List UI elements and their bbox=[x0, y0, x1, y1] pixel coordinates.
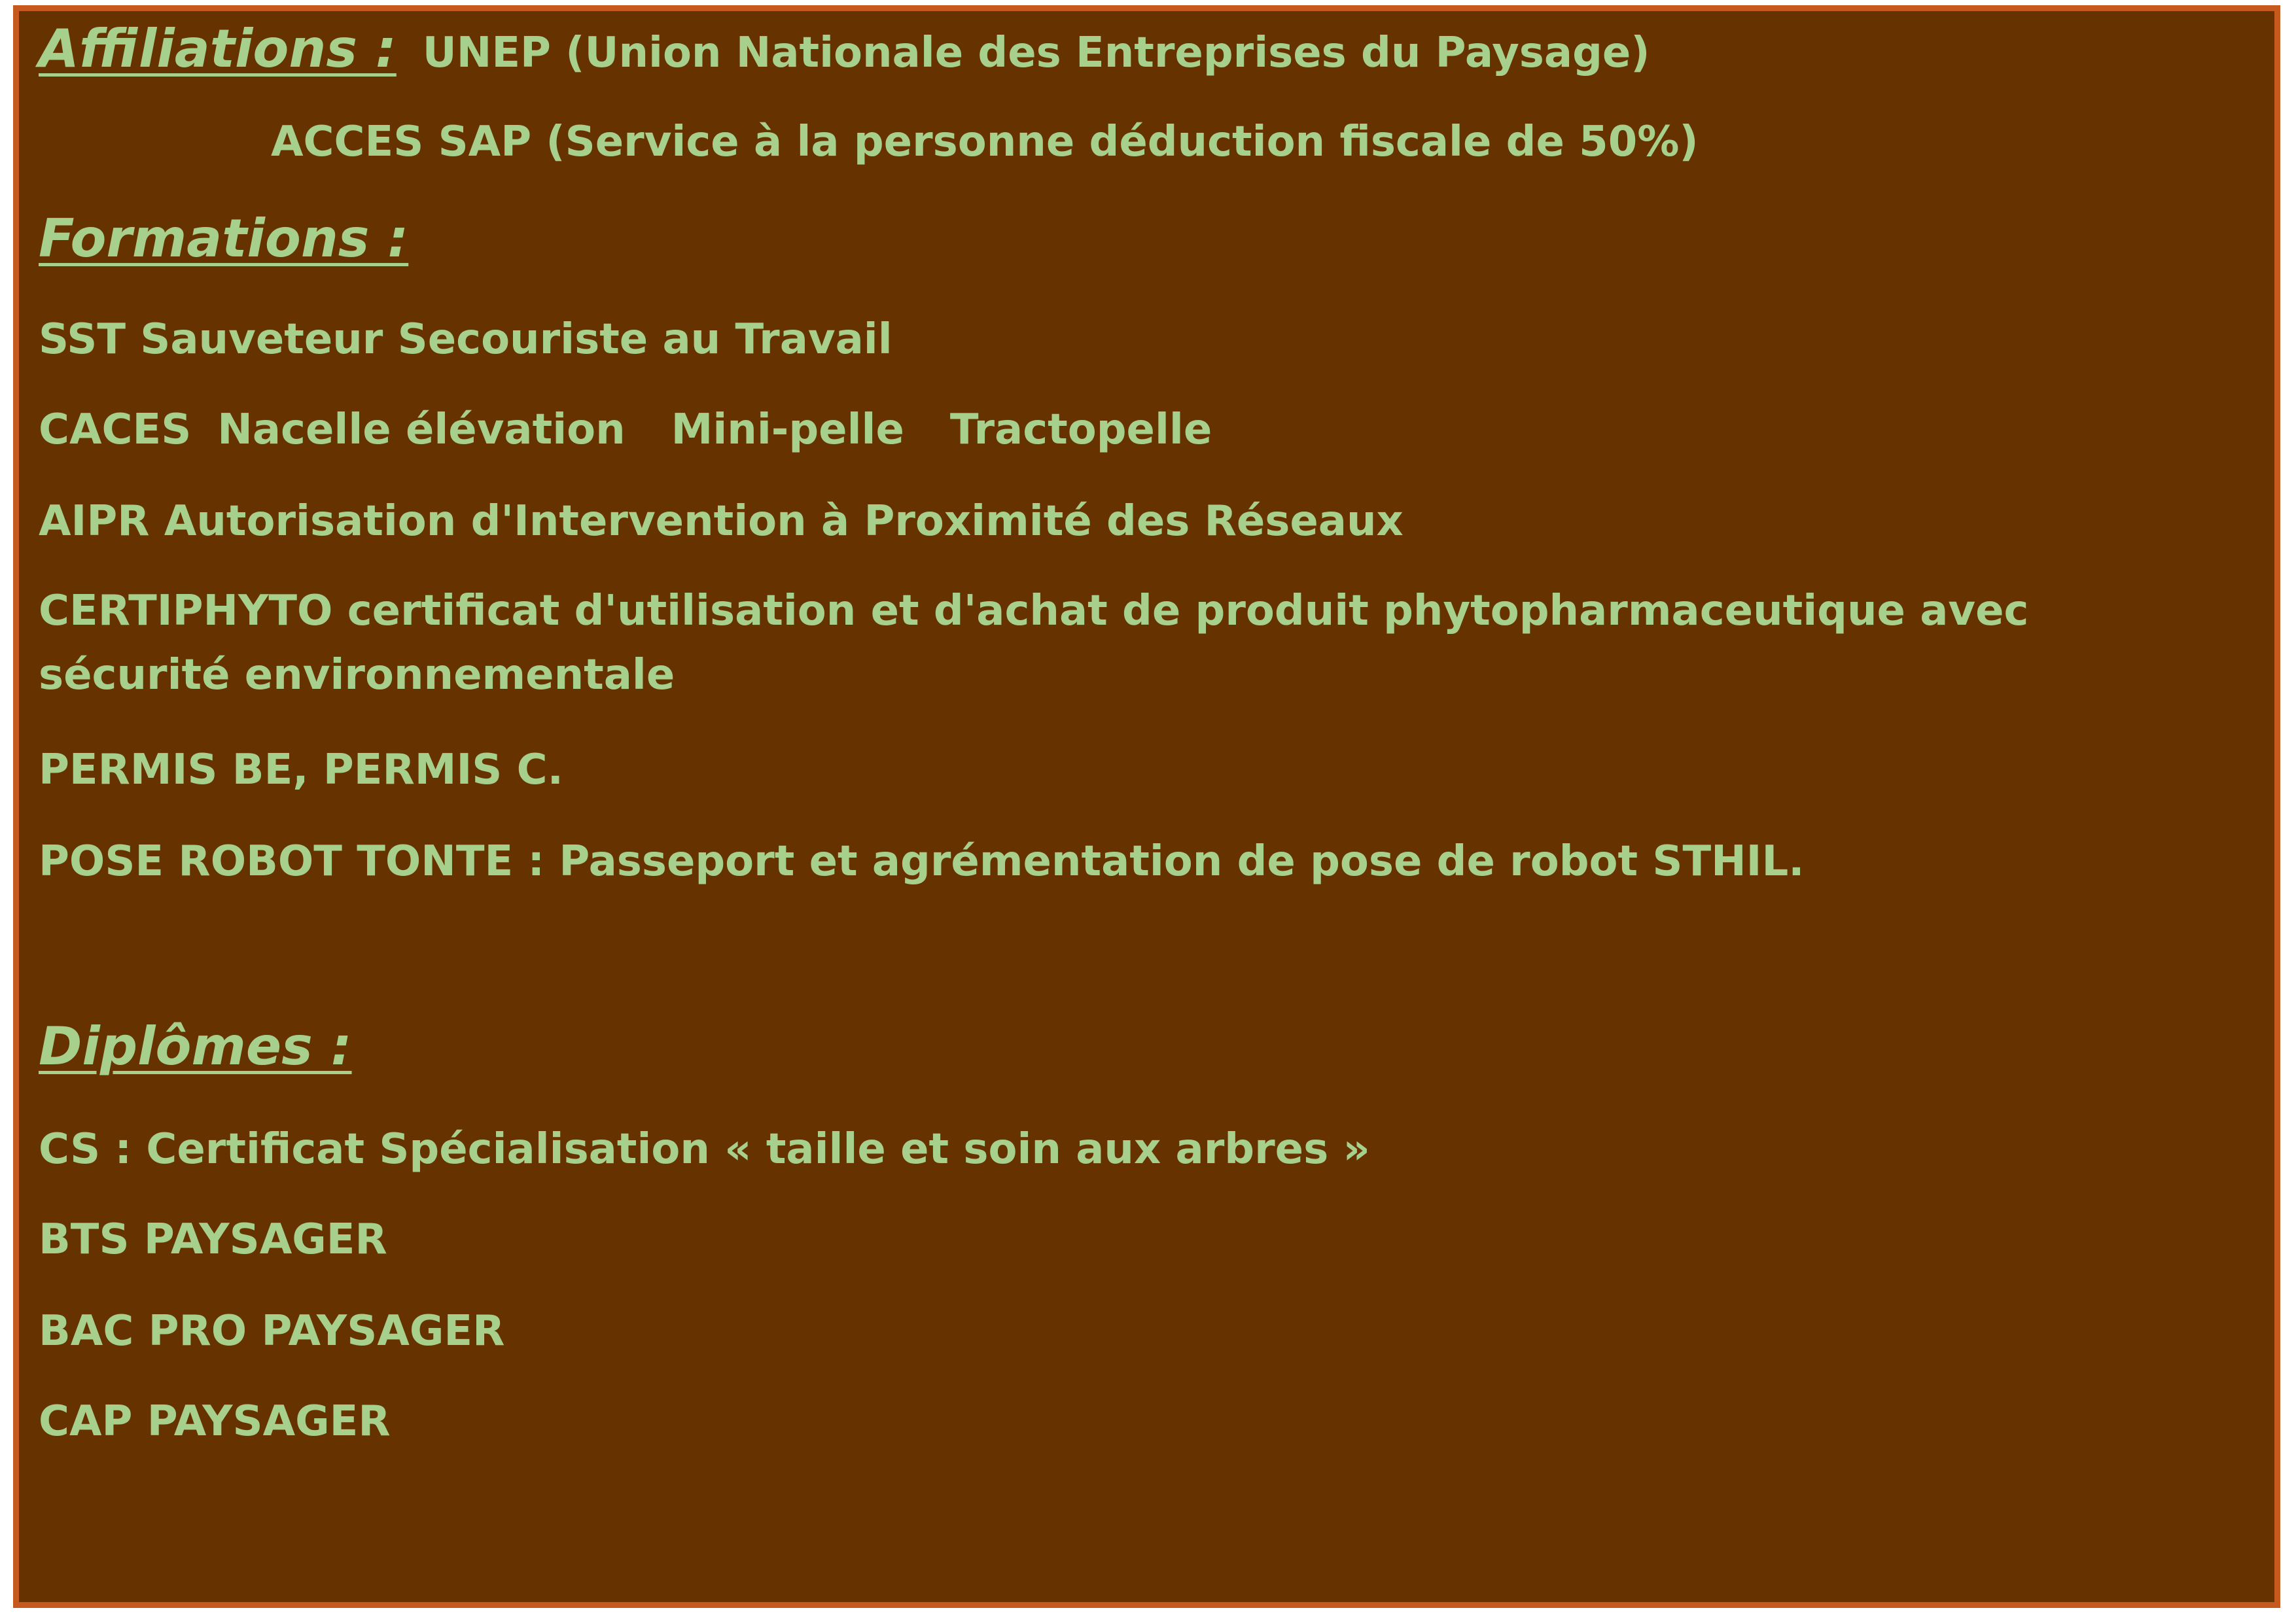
diplome-bts: BTS PAYSAGER bbox=[39, 1215, 387, 1264]
formation-certiphyto: CERTIPHYTO certificat d'utilisation et d'achat de produit phytopharmaceutique avec sécurité environnementale bbox=[39, 587, 2029, 699]
formation-robot: POSE ROBOT TONTE : Passeport et agrémentation de pose de robot STHIL. bbox=[39, 837, 1805, 886]
document-frame bbox=[13, 5, 2280, 1608]
formation-caces bbox=[39, 406, 1212, 454]
caces-item-nacelle: Nacelle élévation bbox=[217, 406, 626, 454]
formation-aipr: AIPR Autorisation d'Intervention à Proximité des Réseaux bbox=[39, 497, 1404, 546]
diplomes-heading: Diplômes : bbox=[39, 1016, 352, 1077]
formation-sst: SST Sauveteur Secouriste au Travail bbox=[39, 315, 892, 364]
affiliation-acces-sap: ACCES SAP (Service à la personne déduction fiscale de 50%) bbox=[271, 118, 1699, 166]
affiliations-row bbox=[39, 18, 1650, 79]
affiliations-heading: Affiliations : bbox=[39, 18, 397, 79]
caces-item-tractopelle: Tractopelle bbox=[949, 406, 1212, 454]
formations-heading: Formations : bbox=[39, 208, 409, 269]
formation-permis: PERMIS BE, PERMIS C. bbox=[39, 746, 563, 794]
caces-label: CACES bbox=[39, 406, 192, 454]
affiliation-unep: UNEP (Union Nationale des Entreprises du Paysage) bbox=[422, 29, 1650, 77]
diplome-cap: CAP PAYSAGER bbox=[39, 1397, 391, 1446]
diplome-cs: CS : Certificat Spécialisation « taille et soin aux arbres » bbox=[39, 1125, 1370, 1174]
caces-item-mini-pelle: Mini-pelle bbox=[671, 406, 904, 454]
diplome-bac-pro: BAC PRO PAYSAGER bbox=[39, 1307, 505, 1355]
